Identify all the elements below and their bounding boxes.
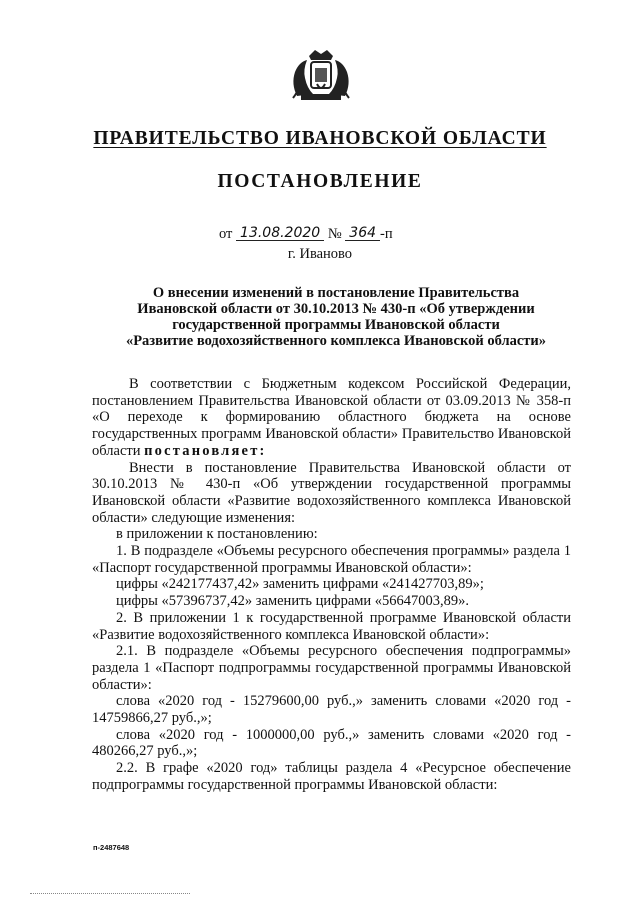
handwritten-date: 13.08.2020 xyxy=(236,226,324,241)
government-title: ПРАВИТЕЛЬСТВО ИВАНОВСКОЙ ОБЛАСТИ xyxy=(93,128,547,149)
document-code: п-2487648 xyxy=(93,843,130,852)
subject-line: «Развитие водохозяйственного комплекса Ивановской области» xyxy=(125,333,547,349)
date-prefix: от xyxy=(219,226,233,242)
body-paragraph: 2.1. В подразделе «Объемы ресурсного обеспечения подпрограммы» раздела 1 «Паспорт подпрограммы государственной программы Ивановской области»: xyxy=(92,643,571,693)
footer-scan-mark xyxy=(30,893,190,898)
document-subject xyxy=(96,285,576,349)
number-suffix: -п xyxy=(380,226,393,242)
body-paragraph: слова «2020 год - 15279600,00 руб.,» заменить словами «2020 год - 14759866,27 руб.,»; xyxy=(92,693,571,727)
body-paragraph: Внести в постановление Правительства Ивановской области от 30.10.2013 № 430-п «Об утверждении государственной программы Ивановской области «Развитие водохозяйственного комплекса Ивановской области» следующие изменения: xyxy=(92,459,571,526)
body-paragraph: цифры «242177437,42» заменить цифрами «241427703,89»; xyxy=(116,576,484,593)
body-paragraph: 2. В приложении 1 к государственной программе Ивановской области «Развитие водохозяйственного комплекса Ивановской области»: xyxy=(92,609,571,643)
resolution-word: постановляет: xyxy=(144,442,267,459)
subject-line: О внесении изменений в постановление Правительства xyxy=(152,285,520,301)
document-type: ПОСТАНОВЛЕНИЕ xyxy=(217,171,423,192)
handwritten-number: 364 xyxy=(345,226,380,241)
body-paragraph: 1. В подразделе «Объемы ресурсного обеспечения программы» раздела 1 «Паспорт государственной программы Ивановской области»: xyxy=(92,543,571,576)
body-paragraph: В соответствии с Бюджетным кодексом Российской Федерации, постановлением Правительства Ивановской области от 03.09.2013 № 358-п «О переходе к формированию областного бюджета на основе государственных программ Ивановской области» Правительство Ивановской области постановляет: xyxy=(92,376,571,459)
body-paragraph: цифры «57396737,42» заменить цифрами «56647003,89». xyxy=(116,593,470,610)
number-sign: № xyxy=(327,226,342,242)
subject-line: Ивановской области от 30.10.2013 № 430-п «Об утверждении xyxy=(137,301,535,317)
subject-line: государственной программы Ивановской области xyxy=(172,317,500,333)
document-body xyxy=(92,376,571,794)
body-paragraph: слова «2020 год - 1000000,00 руб.,» заменить словами «2020 год - 480266,27 руб.,»; xyxy=(92,726,571,760)
date-number-line xyxy=(219,226,393,243)
body-paragraph: в приложении к постановлению: xyxy=(116,526,318,543)
city: г. Иваново xyxy=(287,246,353,262)
body-paragraph: 2.2. В графе «2020 год» таблицы раздела 4 «Ресурсное обеспечение подпрограммы государственной программы Ивановской области: xyxy=(92,760,571,793)
coat-of-arms-emblem xyxy=(287,48,355,106)
